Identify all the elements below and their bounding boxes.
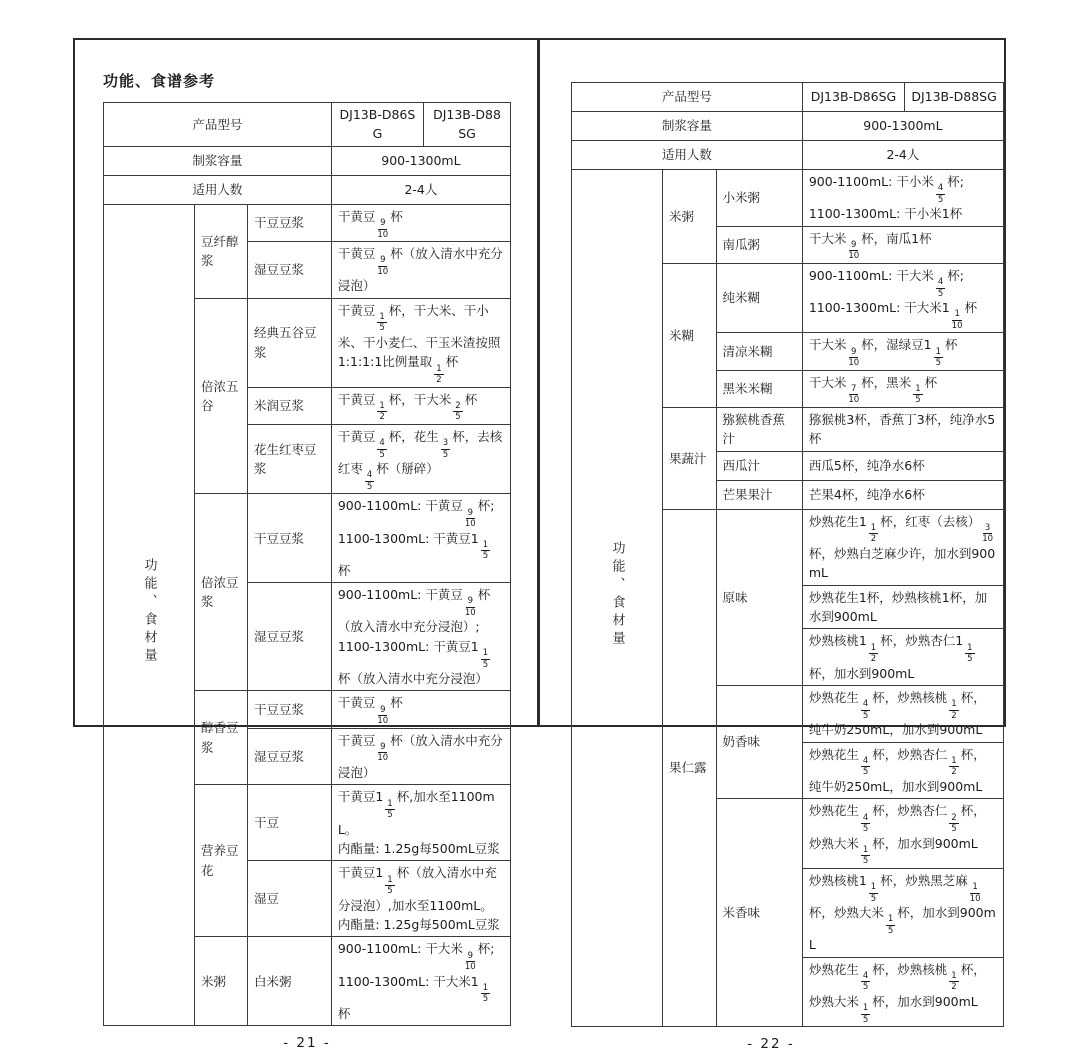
recipe-cell: 干黄豆 $\frac{1}{2}$ 杯，干大米 $\frac{2}{5}$ 杯 [331,387,510,424]
recipe-cell: 猕猴桃3杯，香蕉丁3杯，纯净水5杯 [802,407,1003,451]
category-cell: 果蔬汁 [663,407,717,509]
fraction: $\frac{4}{5}$ [937,183,944,205]
fraction: $\frac{9}{10}$ [464,596,476,618]
subcategory-cell: 小米粥 [716,170,802,227]
fraction: $\frac{1}{2}$ [870,642,877,665]
recipe-table-left [103,102,511,1026]
recipe-cell: 干黄豆 $\frac{9}{10}$ 杯 [331,691,510,728]
fraction: $\frac{1}{5}$ [870,882,877,904]
model-value-2: DJ13B-D88SG [905,83,1004,112]
subcategory-cell: 猕猴桃香蕉汁 [716,407,802,451]
category-cell: 醇香豆浆 [195,691,248,785]
subcategory-cell: 奶香味 [716,686,802,799]
model-value-1: DJ13B-D86SG [802,83,904,112]
capacity-value: 900-1300mL [331,146,510,175]
category-cell: 倍浓豆浆 [195,494,248,691]
fraction: $\frac{2}{5}$ [951,812,957,834]
side-label-cell [572,170,663,1027]
subcategory-cell: 米润豆浆 [247,387,331,424]
subcategory-cell: 干豆 [247,785,331,861]
fraction: $\frac{4}{5}$ [379,438,385,460]
recipe-cell: 900-1100mL: 干大米 $\frac{9}{10}$ 杯; 1100-1300mL: 干大米1 $\frac{1}{5}$ 杯 [331,937,510,1026]
recipe-cell: 芒果4杯，纯净水6杯 [802,480,1003,509]
fraction: $\frac{2}{5}$ [455,400,461,423]
category-cell: 米粥 [663,170,717,264]
model-value-2: DJ13B-D88SG [424,103,511,147]
subcategory-cell: 干豆豆浆 [247,204,331,241]
recipe-cell: 西瓜5杯，纯净水6杯 [802,451,1003,480]
fraction: $\frac{9}{10}$ [377,255,389,277]
fraction: $\frac{1}{2}$ [436,363,442,385]
subcategory-cell: 经典五谷豆浆 [247,298,331,387]
page-22 [540,40,1004,1052]
fraction: $\frac{1}{10}$ [969,882,981,904]
fraction: $\frac{1}{2}$ [870,522,877,545]
recipe-cell: 炒熟核桃1 $\frac{1}{2}$ 杯，炒熟杏仁1 $\frac{1}{5}$ 杯，加水到900mL [802,629,1003,686]
side-label-text: 功能、食材量 [609,541,625,650]
fraction: $\frac{1}{5}$ [379,311,385,334]
recipe-cell: 900-1100mL: 干小米 $\frac{4}{5}$ 杯; 1100-1300mL: 干小米1杯 [802,170,1003,227]
fraction: $\frac{4}{5}$ [862,755,869,778]
side-label-text: 功能、食材量 [141,558,157,667]
fraction: $\frac{1}{10}$ [951,309,963,331]
fraction: $\frac{3}{10}$ [982,522,994,545]
recipe-cell: 炒熟花生 $\frac{4}{5}$ 杯，炒熟核桃 $\frac{1}{2}$ 杯，纯牛奶250mL，加水到900mL [802,686,1003,743]
subcategory-cell: 南瓜粥 [716,226,802,263]
page-number-22: - 22 - [747,1036,795,1052]
fraction: $\frac{9}{10}$ [377,704,389,727]
fraction: $\frac{1}{2}$ [379,400,385,423]
fraction: $\frac{1}{5}$ [387,798,393,820]
product-model-label: 产品型号 [104,103,332,147]
subcategory-cell: 湿豆豆浆 [247,728,331,785]
fraction: $\frac{1}{5}$ [967,642,973,665]
recipe-cell: 干大米 $\frac{9}{10}$ 杯，湿绿豆1 $\frac{1}{5}$ 杯 [802,333,1003,370]
fraction: $\frac{1}{5}$ [862,1003,869,1025]
fraction: $\frac{9}{10}$ [464,507,476,529]
category-cell: 豆纤醇浆 [195,204,248,298]
subcategory-cell: 花生红枣豆浆 [247,424,331,494]
fraction: $\frac{4}{5}$ [862,812,869,834]
side-label-cell [104,204,195,1025]
recipe-cell: 干黄豆1 $\frac{1}{5}$ 杯（放入清水中充分浸泡）,加水至1100mL。内酯量: 1.25g每500mL豆浆 [331,861,510,937]
recipe-cell: 炒熟花生 $\frac{4}{5}$ 杯，炒熟杏仁 $\frac{1}{2}$ 杯，纯牛奶250mL，加水到900mL [802,742,1003,799]
recipe-cell: 干黄豆1 $\frac{1}{5}$ 杯,加水至1100mL。 内酯量: 1.25g每500mL豆浆 [331,785,510,861]
fraction: $\frac{4}{5}$ [862,970,869,993]
fraction: $\frac{4}{5}$ [937,277,944,299]
subcategory-cell: 纯米糊 [716,263,802,333]
subcategory-cell: 西瓜汁 [716,451,802,480]
fraction: $\frac{9}{10}$ [848,239,860,262]
fraction: $\frac{1}{2}$ [951,755,957,778]
fraction: $\frac{9}{10}$ [464,950,476,972]
fraction: $\frac{1}{5}$ [482,539,489,562]
fraction: $\frac{1}{5}$ [915,383,921,406]
capacity-label: 制浆容量 [104,146,332,175]
category-cell: 米糊 [663,263,717,407]
subcategory-cell: 白米粥 [247,937,331,1026]
subcategory-cell: 干豆豆浆 [247,494,331,583]
recipe-cell: 干黄豆 $\frac{4}{5}$ 杯，花生 $\frac{3}{5}$ 杯，去核红枣 $\frac{4}{5}$ 杯（掰碎） [331,424,510,494]
recipe-cell: 干黄豆 $\frac{1}{5}$ 杯，干大米、干小米、干小麦仁、干玉米渣按照1:1:1:1比例量取 $\frac{1}{2}$ 杯 [331,298,510,387]
capacity-label: 制浆容量 [572,112,803,141]
recipe-cell: 干黄豆 $\frac{9}{10}$ 杯（放入清水中充分浸泡） [331,242,510,299]
recipe-cell: 炒熟花生1 $\frac{1}{2}$ 杯，红枣（去核） $\frac{3}{10}$ 杯，炒熟白芝麻少许，加水到900mL [802,509,1003,585]
recipe-table-right [571,82,1004,1027]
product-model-label: 产品型号 [572,83,803,112]
recipe-cell: 900-1100mL: 干黄豆 $\frac{9}{10}$ 杯（放入清水中充分浸泡）; 1100-1300mL: 干黄豆1 $\frac{1}{5}$ 杯（放入清水中充分浸泡） [331,583,510,691]
fraction: $\frac{3}{5}$ [442,438,449,460]
fraction: $\frac{9}{10}$ [377,741,389,764]
recipe-cell: 炒熟花生 $\frac{4}{5}$ 杯，炒熟核桃 $\frac{1}{2}$ 杯，炒熟大米 $\frac{1}{5}$ 杯，加水到900mL [802,957,1003,1027]
capacity-value: 900-1300mL [802,112,1003,141]
fraction: $\frac{1}{5}$ [862,844,869,867]
recipe-cell: 干黄豆 $\frac{9}{10}$ 杯（放入清水中充分浸泡） [331,728,510,785]
recipe-cell: 900-1100mL: 干大米 $\frac{4}{5}$ 杯; 1100-1300mL: 干大米1 $\frac{1}{10}$ 杯 [802,263,1003,333]
category-cell: 果仁露 [663,509,717,1027]
page-number-21: - 21 - [283,1035,331,1052]
people-value: 2-4人 [331,175,510,204]
subcategory-cell: 芒果果汁 [716,480,802,509]
category-cell: 营养豆花 [195,785,248,937]
recipe-cell: 干大米 $\frac{7}{10}$ 杯，黑米 $\frac{1}{5}$ 杯 [802,370,1003,407]
fraction: $\frac{4}{5}$ [862,699,869,721]
subcategory-cell: 米香味 [716,799,802,1027]
category-cell: 倍浓五谷 [195,298,248,494]
subcategory-cell: 干豆豆浆 [247,691,331,728]
page-title: 功能、食谱参考 [103,72,216,90]
fraction: $\frac{7}{10}$ [848,383,860,406]
fraction: $\frac{1}{5}$ [482,648,489,670]
recipe-cell: 干大米 $\frac{9}{10}$ 杯，南瓜1杯 [802,226,1003,263]
people-value: 2-4人 [802,141,1003,170]
recipe-cell: 炒熟花生1杯，炒熟核桃1杯，加水到900mL [802,585,1003,629]
fraction: $\frac{1}{2}$ [951,970,957,993]
subcategory-cell: 湿豆豆浆 [247,242,331,299]
fraction: $\frac{1}{5}$ [935,346,942,369]
fraction: $\frac{9}{10}$ [848,346,860,369]
category-cell: 米粥 [195,937,248,1026]
fraction: $\frac{1}{5}$ [887,914,894,936]
subcategory-cell: 湿豆豆浆 [247,583,331,691]
people-label: 适用人数 [104,175,332,204]
fraction: $\frac{1}{5}$ [482,982,489,1005]
page-21 [75,40,537,1052]
recipe-cell: 900-1100mL: 干黄豆 $\frac{9}{10}$ 杯; 1100-1300mL: 干黄豆1 $\frac{1}{5}$ 杯 [331,494,510,583]
subcategory-cell: 原味 [716,509,802,685]
fraction: $\frac{1}{5}$ [387,874,393,896]
people-label: 适用人数 [572,141,803,170]
subcategory-cell: 湿豆 [247,861,331,937]
recipe-cell: 炒熟花生 $\frac{4}{5}$ 杯，炒熟杏仁 $\frac{2}{5}$ 杯，炒熟大米 $\frac{1}{5}$ 杯，加水到900mL [802,799,1003,869]
recipe-cell: 炒熟核桃1 $\frac{1}{5}$ 杯，炒熟黑芝麻 $\frac{1}{10}$ 杯，炒熟大米 $\frac{1}{5}$ 杯，加水到900mL [802,868,1003,957]
fraction: $\frac{4}{5}$ [366,470,373,492]
fraction: $\frac{1}{2}$ [951,699,957,721]
manual-sheet [73,38,1006,1052]
subcategory-cell: 清凉米糊 [716,333,802,370]
fraction: $\frac{9}{10}$ [377,218,389,240]
subcategory-cell: 黑米米糊 [716,370,802,407]
recipe-cell: 干黄豆 $\frac{9}{10}$ 杯 [331,204,510,241]
model-value-1: DJ13B-D86SG [331,103,423,147]
